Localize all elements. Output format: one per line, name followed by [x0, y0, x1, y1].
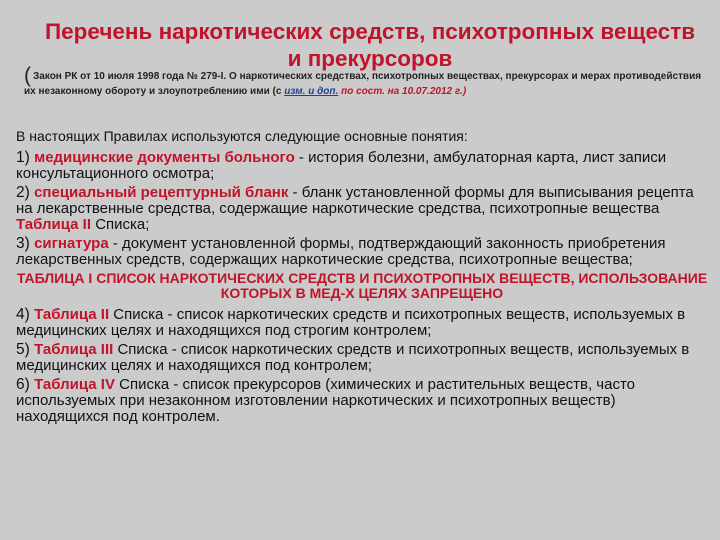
- intro-text: В настоящих Правилах используются следующие основные понятия:: [16, 128, 468, 144]
- item-number: 5): [16, 341, 35, 358]
- item-table-ref: Таблица III: [34, 341, 114, 358]
- definition-item-3: [16, 236, 708, 268]
- item-number: 3): [16, 235, 35, 252]
- item-text: - бланк установленной формы для выписывания рецепта на лекарственные средства, содержащие наркотические средства, психотропные вещества: [16, 184, 694, 217]
- law-text: Закон РК от 10 июля 1998 года № 279-I. О наркотических средствах, психотропных веществах, прекурсорах и мерах противодействия их незаконному обороту и злоупотреблению ими (с: [24, 71, 702, 97]
- item-text: - история болезни, амбулаторная карта, лист записи консультационного осмотра;: [16, 149, 667, 182]
- definition-item-4: [16, 307, 708, 339]
- item-term: сигнатура: [34, 235, 109, 252]
- law-amendments-link[interactable]: изм. и доп.: [284, 86, 339, 97]
- definition-item-2: [16, 185, 708, 233]
- item-number: 4): [16, 306, 35, 323]
- law-status: по сост. на 10.07.2012 г.): [338, 86, 467, 97]
- item-table-ref: Таблица II: [34, 306, 110, 323]
- law-paren: (: [24, 64, 31, 87]
- law-reference: [24, 64, 714, 99]
- page-title: Перечень наркотических средств, психотропных веществ и прекурсоров: [44, 19, 696, 71]
- item-tail: Списка;: [91, 216, 150, 233]
- item-table-ref: Таблица II: [16, 216, 92, 233]
- item-number: 1): [16, 149, 35, 166]
- item-number: 6): [16, 376, 35, 393]
- item-text: - документ установленной формы, подтверждающий законность приобретения лекарственных средств, содержащих наркотические средства, психотропные вещества;: [16, 235, 666, 268]
- item-number: 2): [16, 184, 35, 201]
- definitions-body: [16, 128, 708, 428]
- definition-item-5: [16, 342, 708, 374]
- definition-item-6: [16, 377, 708, 425]
- item-table-ref: Таблица IV: [34, 376, 115, 393]
- item-term: медицинские документы больного: [34, 149, 295, 166]
- item-term: специальный рецептурный бланк: [34, 184, 289, 201]
- item-text: Списка - список наркотических средств и психотропных веществ, используемых в медицинских целях и находящихся под контролем;: [16, 341, 690, 374]
- item-text: Списка - список прекурсоров (химических и растительных веществ, часто используемых при незаконном изготовлении наркотических и психотропных веществ) находящихся под контролем.: [16, 376, 635, 425]
- item-text: Списка - список наркотических средств и психотропных веществ, используемых в медицинских целях и находящихся под строгим контролем;: [16, 306, 686, 339]
- definition-item-1: [16, 150, 708, 182]
- table-i-heading: ТАБЛИЦА I СПИСОК НАРКОТИЧЕСКИХ СРЕДСТВ И ПСИХОТРОПНЫХ ВЕЩЕСТВ, ИСПОЛЬЗОВАНИЕ КОТОРЫХ В МЕД-Х ЦЕЛЯХ ЗАПРЕЩЕНО: [16, 270, 708, 301]
